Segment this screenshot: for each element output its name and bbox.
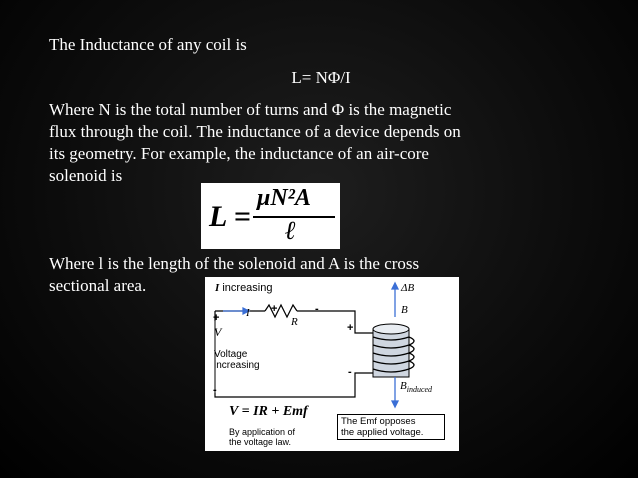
- plus-sign: +: [271, 303, 278, 315]
- paragraph-line: sectional area.: [49, 276, 147, 295]
- voltage-symbol: V: [214, 325, 222, 339]
- paragraph-line: Where l is the length of the solenoid and A is the cross: [49, 254, 420, 273]
- inductor-circuit-diagram: [205, 277, 459, 451]
- paragraph-line: solenoid is: [49, 166, 123, 185]
- solenoid-coil: [373, 324, 414, 377]
- inductance-formula: L= NΦ/I: [291, 68, 351, 87]
- b-induced-symbol: B: [400, 380, 407, 392]
- solenoid-inductance-equation-image: [201, 183, 340, 249]
- increasing-text: increasing: [222, 282, 273, 294]
- paragraph-line: flux through the coil. The inductance of a device depends on: [49, 122, 461, 141]
- b-label: B: [401, 304, 408, 316]
- emf-note-box: The Emf opposes the applied voltage.: [337, 414, 445, 440]
- i-symbol: I: [215, 282, 220, 294]
- voltage-law-equation: V = IR + Emf: [229, 404, 308, 419]
- i-increasing-label: [215, 283, 272, 293]
- intro-text: The Inductance of any coil is: [49, 35, 247, 54]
- voltage-increasing-label: Voltage increasing: [214, 349, 260, 371]
- bottom-wire: [215, 393, 355, 397]
- equation-lhs: L =: [209, 200, 251, 233]
- b-induced-label: [400, 381, 432, 395]
- minus-sign: -: [348, 366, 352, 378]
- coil-top-wire: [355, 317, 375, 333]
- equation-denominator: ℓ: [285, 216, 297, 245]
- plus-sign: +: [347, 322, 354, 334]
- paragraph-line: its geometry. For example, the inductance of an air-core: [49, 144, 429, 163]
- equation-numerator: μN²A: [257, 185, 311, 211]
- minus-sign: -: [315, 303, 319, 315]
- coil-bottom-wire: [355, 373, 375, 393]
- minus-sign: -: [213, 384, 217, 396]
- resistor-label: R: [291, 316, 298, 328]
- top-right-wire: [297, 311, 355, 317]
- voltage-law-note: By application of the voltage law.: [229, 427, 296, 447]
- delta-b-label: ΔB: [401, 282, 415, 294]
- paragraph-geometry: [49, 99, 461, 187]
- current-label: I: [246, 307, 250, 319]
- b-induced-subscript: induced: [406, 385, 433, 395]
- paragraph-line: Where N is the total number of turns and Φ is the magnetic: [49, 100, 452, 119]
- plus-sign: +: [213, 312, 220, 324]
